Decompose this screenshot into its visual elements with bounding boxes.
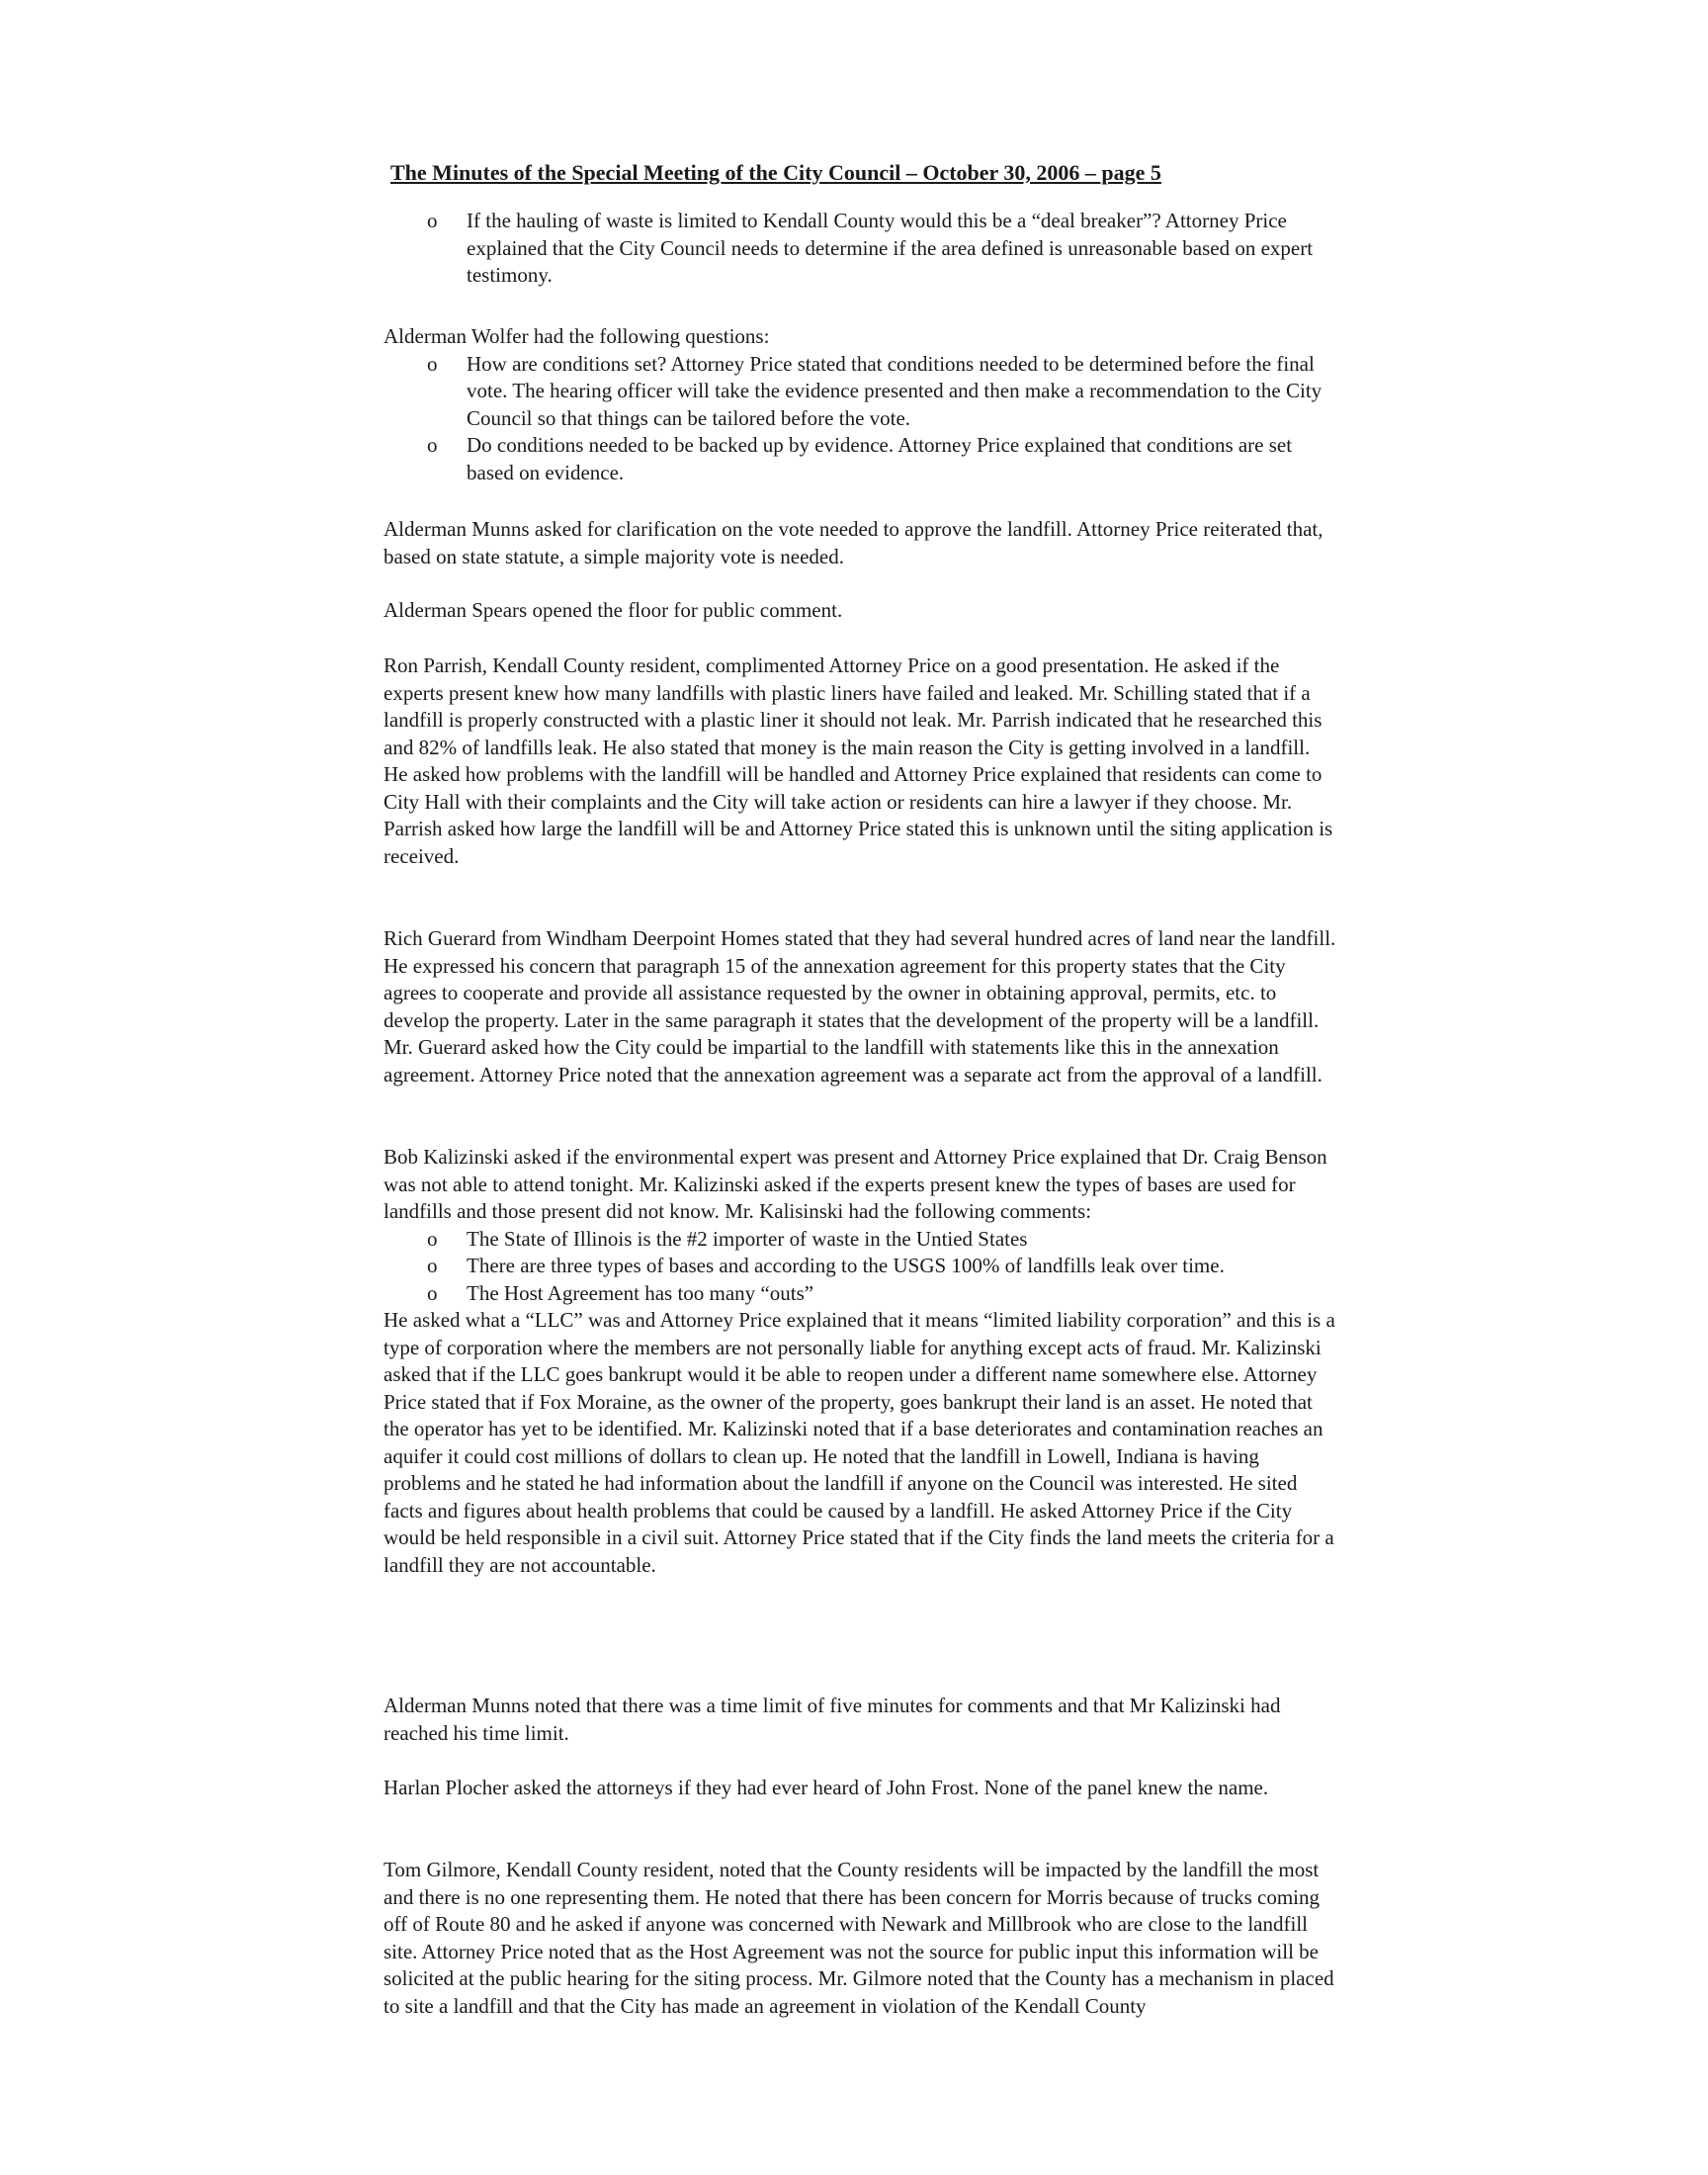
- bullet-icon: o: [427, 1254, 438, 1277]
- list-item-text: There are three types of bases and according to the USGS 100% of landfills leak over time.: [467, 1254, 1225, 1277]
- section-gilmore: [384, 1857, 1337, 2020]
- paragraph: Ron Parrish, Kendall County resident, complimented Attorney Price on a good presentation. He asked if the experts present knew how many landfills with plastic liners have failed and leaked. Mr. Schilling stated that if a landfill is properly constructed with a plastic liner it should not leak. Mr. Parrish indicated that he researched this and 82% of landfills leak. He also stated that money is the main reason the City is getting involved in a landfill. He asked how problems with the landfill will be handled and Attorney Price explained that residents can come to City Hall with their complaints and the City will take action or residents can hire a lawyer if they choose. Mr. Parrish asked how large the landfill will be and Attorney Price stated this is unknown until the siting application is received.: [384, 653, 1333, 868]
- section-guerard: [384, 925, 1337, 1088]
- list-item: [384, 351, 1337, 433]
- list-item-text: The Host Agreement has too many “outs”: [467, 1280, 814, 1305]
- list-item: [384, 208, 1337, 290]
- list-item: [384, 1280, 1337, 1308]
- paragraph: Alderman Munns asked for clarification on the vote needed to approve the landfill. Attorney Price reiterated that, based on state statute, a simple majority vote is needed.: [384, 517, 1324, 568]
- section-plocher: [384, 1775, 1337, 1802]
- section-parrish: [384, 652, 1337, 870]
- list-item-text: If the hauling of waste is limited to Kendall County would this be a “deal breaker”? Attorney Price explained that the City Council needs to determine if the area defined is unreasonable based on expert testimony.: [467, 209, 1314, 287]
- bullet-icon: o: [427, 351, 438, 376]
- paragraph: Tom Gilmore, Kendall County resident, noted that the County residents will be impacted by the landfill the most and there is no one representing them. He noted that there has been concern for Morris because of trucks coming off of Route 80 and he asked if anyone was concerned with Newark and Millbrook who are close to the landfill site. Attorney Price noted that as the Host Agreement was not the source for public input this information will be solicited at the public hearing for the siting process. Mr. Gilmore noted that the County has a mechanism in placed to site a landfill and that the City has made an agreement in violation of the Kendall County: [384, 1858, 1334, 2018]
- list-item: [384, 1226, 1337, 1254]
- section-wolfer-questions: [384, 323, 1337, 486]
- section-kalizinski: [384, 1144, 1337, 1579]
- section-public-comment: [384, 597, 1337, 625]
- section-time-limit: [384, 1693, 1337, 1747]
- bullet-list: [384, 351, 1337, 487]
- page-title: The Minutes of the Special Meeting of the City Council – October 30, 2006 – page 5: [390, 160, 1161, 185]
- paragraph-intro: Bob Kalizinski asked if the environmental expert was present and Attorney Price explained that Dr. Craig Benson was not able to attend tonight. Mr. Kalizinski asked if the experts present knew the types of bases are used for landfills and those present did not know. Mr. Kalisinski had the following comments:: [384, 1145, 1327, 1223]
- paragraph: He asked what a “LLC” was and Attorney Price explained that it means “limited liability corporation” and this is a type of corporation where the members are not personally liable for anything except acts of fraud. Mr. Kalizinski asked that if the LLC goes bankrupt would it be able to reopen under a different name somewhere else. Attorney Price stated that if Fox Moraine, as the owner of the property, goes bankrupt their land is an asset. He noted that the operator has yet to be identified. Mr. Kalizinski noted that if a base deteriorates and contamination reaches an aquifer it could cost millions of dollars to clean up. He noted that the landfill in Lowell, Indiana is having problems and he stated he had information about the landfill if anyone on the Council was interested. He sited facts and figures about health problems that could be caused by a landfill. He asked Attorney Price if the City would be held responsible in a civil suit. Attorney Price stated that if the City finds the land meets the criteria for a landfill they are not accountable.: [384, 1308, 1335, 1577]
- paragraph-intro: Alderman Wolfer had the following questions:: [384, 324, 770, 348]
- list-item: [384, 1253, 1337, 1280]
- list-item-text: Do conditions needed to be backed up by evidence. Attorney Price explained that conditions are set based on evidence.: [467, 433, 1293, 484]
- bullet-icon: o: [427, 1280, 438, 1305]
- paragraph: Alderman Munns noted that there was a time limit of five minutes for comments and that Mr Kalizinski had reached his time limit.: [384, 1694, 1281, 1745]
- bullet-list: [384, 1226, 1337, 1308]
- paragraph: Harlan Plocher asked the attorneys if they had ever heard of John Frost. None of the panel knew the name.: [384, 1776, 1269, 1799]
- section-munns-vote: [384, 516, 1337, 570]
- list-item-text: How are conditions set? Attorney Price stated that conditions needed to be determined before the final vote. The hearing officer will take the evidence presented and then make a recommendation to the City Council so that things can be tailored before the vote.: [467, 351, 1323, 430]
- section-deal-breaker: [384, 208, 1337, 290]
- paragraph: Rich Guerard from Windham Deerpoint Homes stated that they had several hundred acres of land near the landfill. He expressed his concern that paragraph 15 of the annexation agreement for this property states that the City agrees to cooperate and provide all assistance requested by the owner in obtaining approval, permits, etc. to develop the property. Later in the same paragraph it states that the development of the property will be a landfill. Mr. Guerard asked how the City could be impartial to the landfill with statements like this in the annexation agreement. Attorney Price noted that the annexation agreement was a separate act from the approval of a landfill.: [384, 926, 1336, 1087]
- bullet-icon: o: [427, 1226, 438, 1251]
- bullet-icon: o: [427, 209, 438, 232]
- list-item-text: The State of Illinois is the #2 importer of waste in the Untied States: [467, 1226, 1028, 1251]
- bullet-icon: o: [427, 433, 438, 457]
- list-item: [384, 432, 1337, 486]
- paragraph: Alderman Spears opened the floor for public comment.: [384, 598, 843, 622]
- bullet-list: [384, 208, 1337, 290]
